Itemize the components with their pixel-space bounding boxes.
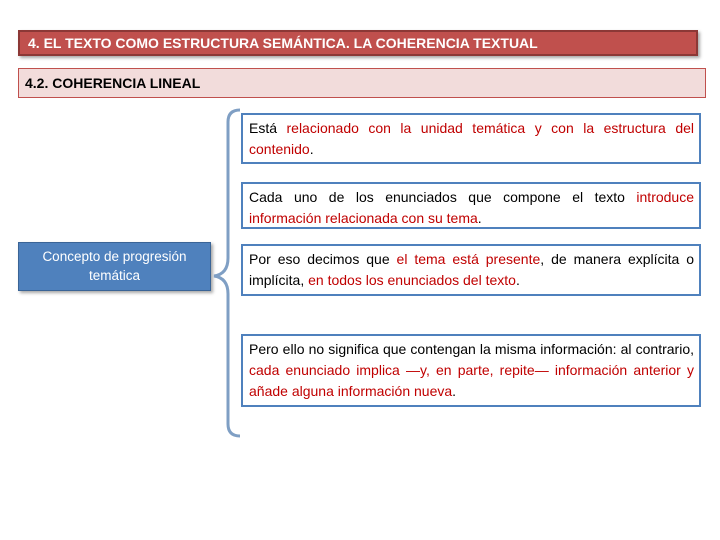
box2-text-end: . [477,210,482,226]
description-box-1 [241,113,701,164]
concept-label-line1: Concepto de progresión [42,249,187,264]
concept-box [18,242,211,291]
slide-title: 4. EL TEXTO COMO ESTRUCTURA SEMÁNTICA. LA COHERENCIA TEXTUAL [18,30,698,56]
box3-text: Por eso decimos que [249,251,397,267]
box3-highlight-1: el tema está presente [396,251,541,267]
section-subtitle: 4.2. COHERENCIA LINEAL [18,68,706,98]
bracket-line [214,110,240,436]
box2-text: Cada uno de los enunciados que compone el texto [249,189,637,205]
box4-text: Pero ello no significa que contengan la misma información: al contrario, [249,341,694,357]
description-box-2 [241,182,701,229]
box3-text-end: . [515,272,520,288]
box1-text: Está [249,120,287,136]
box2-highlight: introduce información relacionada con su tema [249,189,694,226]
box3-text-mid: , de manera explícita o implícita, [249,251,695,288]
concept-label-line2: temática [88,268,141,283]
description-box-3 [241,244,701,296]
box3-highlight-2: en todos los enunciados del texto [308,272,516,288]
box1-text-end: . [309,141,314,157]
box4-highlight: cada enunciado implica —y, en parte, repite— información anterior y añade alguna información nueva [249,362,694,399]
box1-highlight: relacionado con la unidad temática y con la estructura del contenido [249,120,694,157]
box4-text-end: . [452,383,457,399]
description-box-4 [241,334,701,407]
